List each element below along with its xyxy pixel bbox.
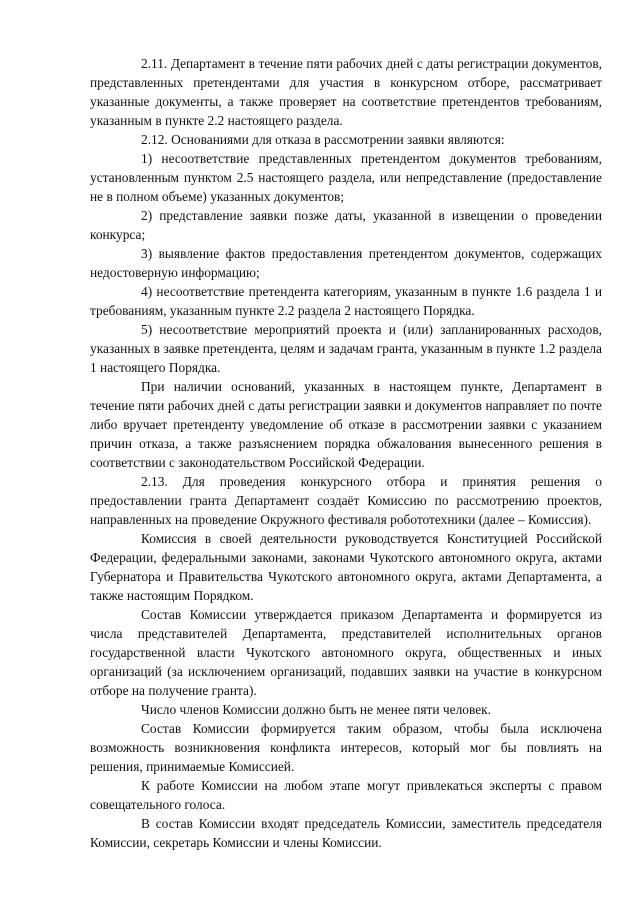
paragraph-commission-composition: Состав Комиссии утверждается приказом Департамента и формируется из числа представителей Департамента, представителей исполнительных органов государственной власти Чукотского автономного округа, общественных и иных организаций (за исключением организаций, подавших заявки на участие в конкурсном отборе на получение гранта). [90,607,602,698]
document-page [90,54,602,852]
list-item-4: 4) несоответствие претендента категориям, указанным в пункте 1.6 раздела 1 и требованиям, указанным пункте 2.2 раздела 2 настоящего Порядка. [90,284,602,318]
paragraph-2-11: 2.11. Департамент в течение пяти рабочих дней с даты регистрации документов, представленных претендентами для участия в конкурсном отборе, рассматривает указанные документы, а также проверяет на соответствие претендентов требованиям, указанным в пункте 2.2 настоящего раздела. [90,56,602,128]
paragraph-refusal-notice: При наличии оснований, указанных в настоящем пункте, Департамент в течение пяти рабочих дней с даты регистрации заявки и документов направляет по почте либо вручает претенденту уведомление об отказе в рассмотрении заявки с указанием причин отказа, а также разъяснением порядка обжалования вынесенного решения в соответствии с законодательством Российской Федерации. [90,379,602,470]
paragraph-2-12: 2.12. Основаниями для отказа в рассмотрении заявки являются: [141,132,505,147]
paragraph-2-13: 2.13. Для проведения конкурсного отбора и принятия решения о предоставлении гранта Департамент создаёт Комиссию по рассмотрению проектов, направленных на проведение Окружного фестиваля робототехники (далее – Комиссия). [90,474,602,527]
paragraph-member-count: Число членов Комиссии должно быть не менее пяти человек. [141,702,491,717]
list-item-1: 1) несоответствие представленных претендентом документов требованиям, установленным пунктом 2.5 настоящего раздела, или непредставление (предоставление не в полном объеме) указанных документов; [90,151,602,204]
list-item-5: 5) несоответствие мероприятий проекта и (или) запланированных расходов, указанных в заявке претендента, целям и задачам гранта, указанным в пункте 1.2 раздела 1 настоящего Порядка. [90,322,602,375]
list-item-2: 2) представление заявки позже даты, указанной в извещении о проведении конкурса; [90,208,602,242]
list-item-3: 3) выявление фактов предоставления претендентом документов, содержащих недостоверную информацию; [90,246,602,280]
paragraph-commission-guidance: Комиссия в своей деятельности руководствуется Конституцией Российской Федерации, федеральными законами, законами Чукотского автономного округа, актами Губернатора и Правительства Чукотского автономного округа, актами Департамента, а также настоящим Порядком. [90,531,602,603]
paragraph-experts: К работе Комиссии на любом этапе могут привлекаться эксперты с правом совещательного голоса. [90,778,602,812]
paragraph-commission-members: В состав Комиссии входят председатель Комиссии, заместитель председателя Комиссии, секретарь Комиссии и члены Комиссии. [90,816,602,850]
paragraph-conflict-of-interest: Состав Комиссии формируется таким образом, чтобы была исключена возможность возникновения конфликта интересов, который мог бы повлиять на решения, принимаемые Комиссией. [90,721,602,774]
